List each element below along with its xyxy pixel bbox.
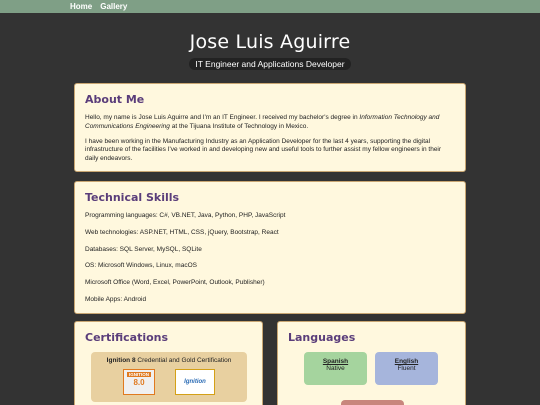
about-text-post: at the Tijuana Institute of Technology in Mexico. [169,122,309,130]
skill-item: OS: Microsoft Windows, Linux, macOS [85,262,197,270]
skills-heading: Technical Skills [85,191,180,204]
language-name[interactable]: Spanish [322,358,349,365]
certifications-heading: Certifications [85,331,169,344]
certifications-card [74,321,263,405]
skill-item: Mobile Apps: Android [85,295,147,303]
cert-title-bold: Ignition 8 [106,357,136,364]
language-name[interactable]: English [394,358,419,365]
cert-item-ignition [91,352,247,402]
ignition-credential-badge-icon [123,369,155,395]
about-text-degree: Information Technology and Communications Engineering [85,114,440,130]
language-chip-english [375,352,438,385]
badge-top-text: IGNITION [129,372,149,377]
about-paragraph-2: I have been working in the Manufacturing Industry as an Application Developer for the last 4 years, supporting the digital infrastructure of the facilities I've worked in and developing new and useful tools to further assist my fellow engineers in their daily endeavors. [85,137,442,163]
languages-card [277,321,466,405]
about-heading: About Me [85,93,145,106]
about-text-pre: Hello, my name is Jose Luis Aguirre and I'm an IT Engineer. I received my bachelor's degree in [85,114,360,121]
gold-badge-text: Ignition [184,379,206,385]
nav-gallery-link[interactable]: Gallery [100,2,128,11]
skill-item: Web technologies: ASP.NET, HTML, CSS, jQuery, Bootstrap, React [85,228,279,236]
badge-version-text: 8.0 [133,378,145,387]
page-title: Jose Luis Aguirre [189,31,351,53]
language-level: Fluent [397,365,416,372]
skill-item: Microsoft Office (Word, Excel, PowerPoint, Outlook, Publisher) [85,279,265,287]
about-paragraph-1 [85,114,455,132]
about-card [74,83,466,172]
top-navbar [0,0,540,13]
subtitle-badge: IT Engineer and Applications Developer [189,58,350,70]
skills-card [74,181,466,314]
nav-home-link[interactable]: Home [70,2,93,11]
language-chip-spanish [304,352,367,385]
skill-item: Databases: SQL Server, MySQL, SQLite [85,245,202,253]
cert-title [97,357,241,364]
skill-item: Programming languages: C#, VB.NET, Java, Python, PHP, JavaScript [85,212,286,219]
hero-header [0,13,540,83]
ignition-gold-badge-icon [175,369,215,395]
language-level: Native [326,365,345,372]
languages-heading: Languages [288,331,356,344]
cert-title-rest: Credential and Gold Certification [135,357,232,364]
language-chip-partial [341,400,404,405]
